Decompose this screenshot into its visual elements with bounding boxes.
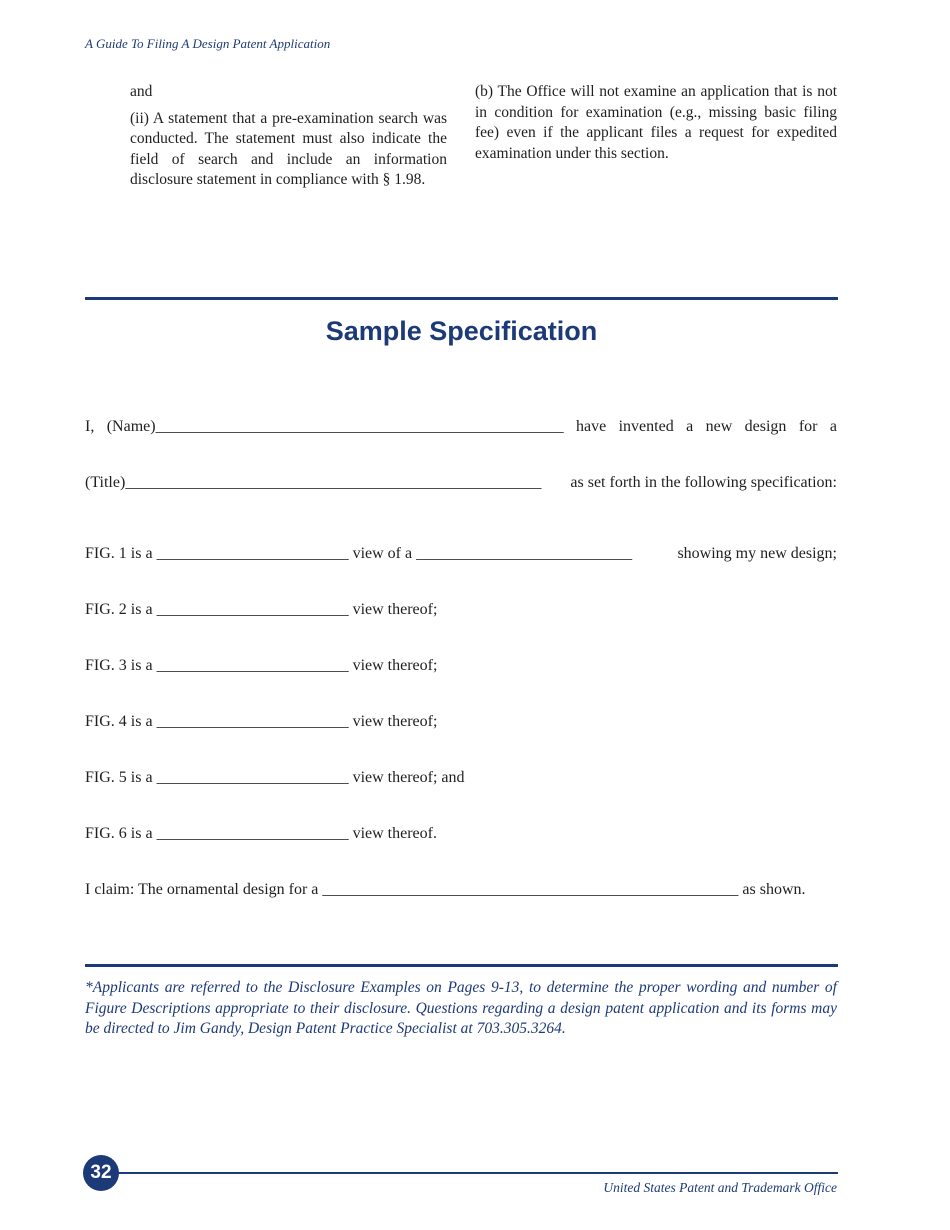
page-number-badge: 32 [83,1155,119,1191]
name-prefix: I, (Name) [85,418,156,435]
fig2-line [85,600,837,620]
fig5-line [85,768,837,788]
fig-blank: ________________________ [156,657,349,674]
name-line [85,417,837,437]
footer-organization: United States Patent and Trademark Office [603,1180,837,1195]
fig1-line [85,544,837,564]
section-title: Sample Specification [325,316,598,346]
fig-blank: ________________________ [156,601,349,618]
item-ii-paragraph: (ii) A statement that a pre-examination search was conducted. The statement must also indicate the field of search and include an information disclosure statement in compliance with § 1.98. [130,109,447,188]
fig3-line [85,656,837,676]
fig1-blank-view: ________________________ [156,545,349,562]
fig-prefix: FIG. 6 is a [85,825,153,842]
fig1-mid: view of a [352,545,413,562]
left-column [130,82,447,191]
fig-suffix: view thereof; [352,657,438,674]
fig-prefix: FIG. 2 is a [85,601,153,618]
note-text: *Applicants are referred to the Disclosure Examples on Pages 9-13, to determine the proper wording and number of Figure Descriptions appropriate to their disclosure. Questions regarding a design patent application and its forms may be directed to Jim Gandy, Design Patent Practice Specialist at 703.305.3264. [85,979,837,1037]
fig-blank: ________________________ [156,825,349,842]
footer-rule [110,1172,838,1174]
running-header: A Guide To Filing A Design Patent Application [85,36,331,51]
title-line [85,473,837,493]
claim-suffix: as shown. [742,881,806,898]
and-text: and [130,83,153,100]
disclosure-note [85,978,837,1040]
fig6-line [85,824,837,844]
section-top-rule [85,297,838,300]
fig4-line [85,712,837,732]
fig-suffix: view thereof; [352,713,438,730]
fig-suffix: view thereof; [352,601,438,618]
fig-blank: ________________________ [156,713,349,730]
fig-suffix: view thereof. [352,825,437,842]
fig-blank: ________________________ [156,769,349,786]
name-suffix: have invented a new design for a [563,418,837,435]
claim-blank: ____________________________________________________ [322,881,739,898]
fig-prefix: FIG. 4 is a [85,713,153,730]
title-suffix: as set forth in the following specification: [570,474,837,491]
claim-line [85,880,837,900]
fig1-blank-object: ___________________________ [416,545,633,562]
fig-suffix: view thereof; and [352,769,465,786]
fig-prefix: FIG. 3 is a [85,657,153,674]
claim-prefix: I claim: The ornamental design for a [85,881,319,898]
note-rule [85,964,838,967]
right-column [475,82,837,164]
title-prefix: (Title) [85,474,126,491]
fig1-suffix: showing my new design; [677,545,837,562]
item-b-paragraph: (b) The Office will not examine an application that is not in condition for examination (e.g., missing basic filing fee) even if the applicant files a request for expedited examination under this section. [475,83,837,162]
fig-prefix: FIG. 5 is a [85,769,153,786]
title-blank: ____________________________________________________ [125,474,542,491]
name-blank: ___________________________________________________ [155,418,564,435]
fig1-prefix: FIG. 1 is a [85,545,153,562]
